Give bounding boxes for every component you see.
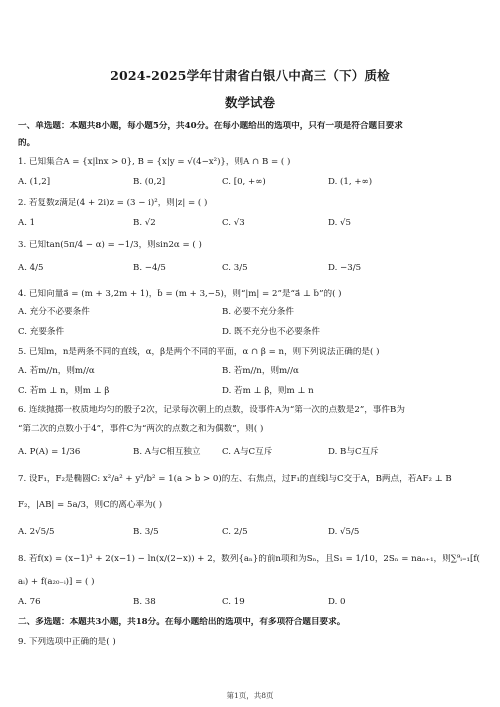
- question-6-cont: “第二次的点数小于4”，事件C为“两次的点数之和为偶数”，则( ): [18, 424, 264, 434]
- q3-option-a: A. 4/5: [18, 263, 44, 273]
- q6-option-b: B. A与C相互独立: [133, 447, 201, 457]
- q4-option-b: B. 必要不充分条件: [222, 307, 294, 317]
- q6-option-a: A. P(A) = 1/36: [18, 447, 81, 457]
- question-8: 8. 若f(x) = (x−1)³ + 2(x−1) − ln(x/(2−x)) + 2，数列{aₙ}的前n项和为Sₙ，且S₁ = 1/10，2Sₙ = naₙ₊₁，则∑⁹ᵢ₌₁[f(: [18, 554, 480, 564]
- q3-option-b: B. −4/5: [133, 263, 166, 273]
- section1-heading-cont: 的。: [18, 138, 36, 148]
- page-footer: 第1页，共8页: [226, 691, 274, 700]
- question-7: 7. 设F₁，F₂是椭圆C: x²/a² + y²/b² = 1(a > b > 0)的左、右焦点，过F₁的直线l与C交于A，B两点，若AF₂ ⊥ B: [18, 474, 452, 484]
- question-6: 6. 连续抛掷一枚质地均匀的骰子2次，记录每次朝上的点数，设事件A为“第一次的点数是2”，事件B为: [18, 405, 405, 415]
- q1-option-d: D. (1, +∞): [328, 177, 373, 187]
- question-8-cont: aᵢ) + f(a₂₀₋ᵢ)] = ( ): [18, 577, 95, 587]
- question-7-cont: F₂，|AB| = 5a/3，则C的离心率为( ): [18, 500, 163, 510]
- q2-option-c: C. √3: [222, 218, 245, 228]
- question-3: 3. 已知tan(5π/4 − α) = −1/3，则sin2α = ( ): [18, 240, 202, 250]
- q2-option-d: D. √5: [328, 218, 351, 228]
- question-1: 1. 已知集合A = {x|lnx > 0}, B = {x|y = √(4−x²)}，则A ∩ B = ( ): [18, 157, 291, 167]
- q1-option-a: A. (1,2]: [18, 177, 51, 187]
- q5-option-a: A. 若m//n，则m//α: [18, 366, 95, 376]
- q3-option-d: D. −3/5: [328, 263, 362, 273]
- q6-option-c: C. A与C互斥: [222, 447, 273, 457]
- q5-option-d: D. 若m ⊥ β，则m ⊥ n: [222, 386, 314, 396]
- page-subtitle: 数学试卷: [224, 95, 275, 110]
- q5-option-c: C. 若m ⊥ n，则m ⊥ β: [18, 386, 110, 396]
- q4-option-d: D. 既不充分也不必要条件: [222, 327, 320, 337]
- q8-option-b: B. 38: [133, 597, 156, 607]
- question-5: 5. 已知m，n是两条不同的直线，α，β是两个不同的平面，α ∩ β = n，则下列说法正确的是( ): [18, 347, 380, 357]
- q8-option-c: C. 19: [222, 597, 245, 607]
- question-9: 9. 下列选项中正确的是( ): [18, 637, 116, 647]
- q7-option-d: D. √5/5: [328, 527, 360, 537]
- q4-option-c: C. 充要条件: [18, 327, 65, 337]
- q8-option-d: D. 0: [328, 597, 346, 607]
- q3-option-c: C. 3/5: [222, 263, 248, 273]
- q4-option-a: A. 充分不必要条件: [18, 307, 90, 317]
- q7-option-b: B. 3/5: [133, 527, 159, 537]
- q1-option-c: C. [0, +∞): [222, 177, 266, 187]
- q6-option-d: D. B与C互斥: [328, 447, 379, 457]
- q2-option-a: A. 1: [18, 218, 36, 228]
- q5-option-b: B. 若m//n，则m//α: [222, 366, 299, 376]
- section1-heading: 一、单选题：本题共8小题，每小题5分，共40分。在每小题给出的选项中，只有一项是符合题目要求: [18, 121, 403, 131]
- q2-option-b: B. √2: [133, 218, 156, 228]
- q8-option-a: A. 76: [18, 597, 41, 607]
- question-4: 4. 已知向量a⃗ = (m + 3,2m + 1)，b⃗ = (m + 3,−5)，则“|m| = 2”是“a⃗ ⊥ b⃗”的( ): [18, 289, 342, 299]
- question-2: 2. 若复数z满足(4 + 2i)z = (3 − i)²，则|z| = ( ): [18, 198, 208, 208]
- section2-heading: 二、多选题：本题共3小题，共18分。在每小题给出的选项中，有多项符合题目要求。: [18, 617, 346, 627]
- q7-option-c: C. 2/5: [222, 527, 248, 537]
- q1-option-b: B. (0,2]: [133, 177, 166, 187]
- page-title: 2024-2025学年甘肃省白银八中高三（下）质检: [110, 68, 390, 83]
- q7-option-a: A. 2√5/5: [18, 527, 55, 537]
